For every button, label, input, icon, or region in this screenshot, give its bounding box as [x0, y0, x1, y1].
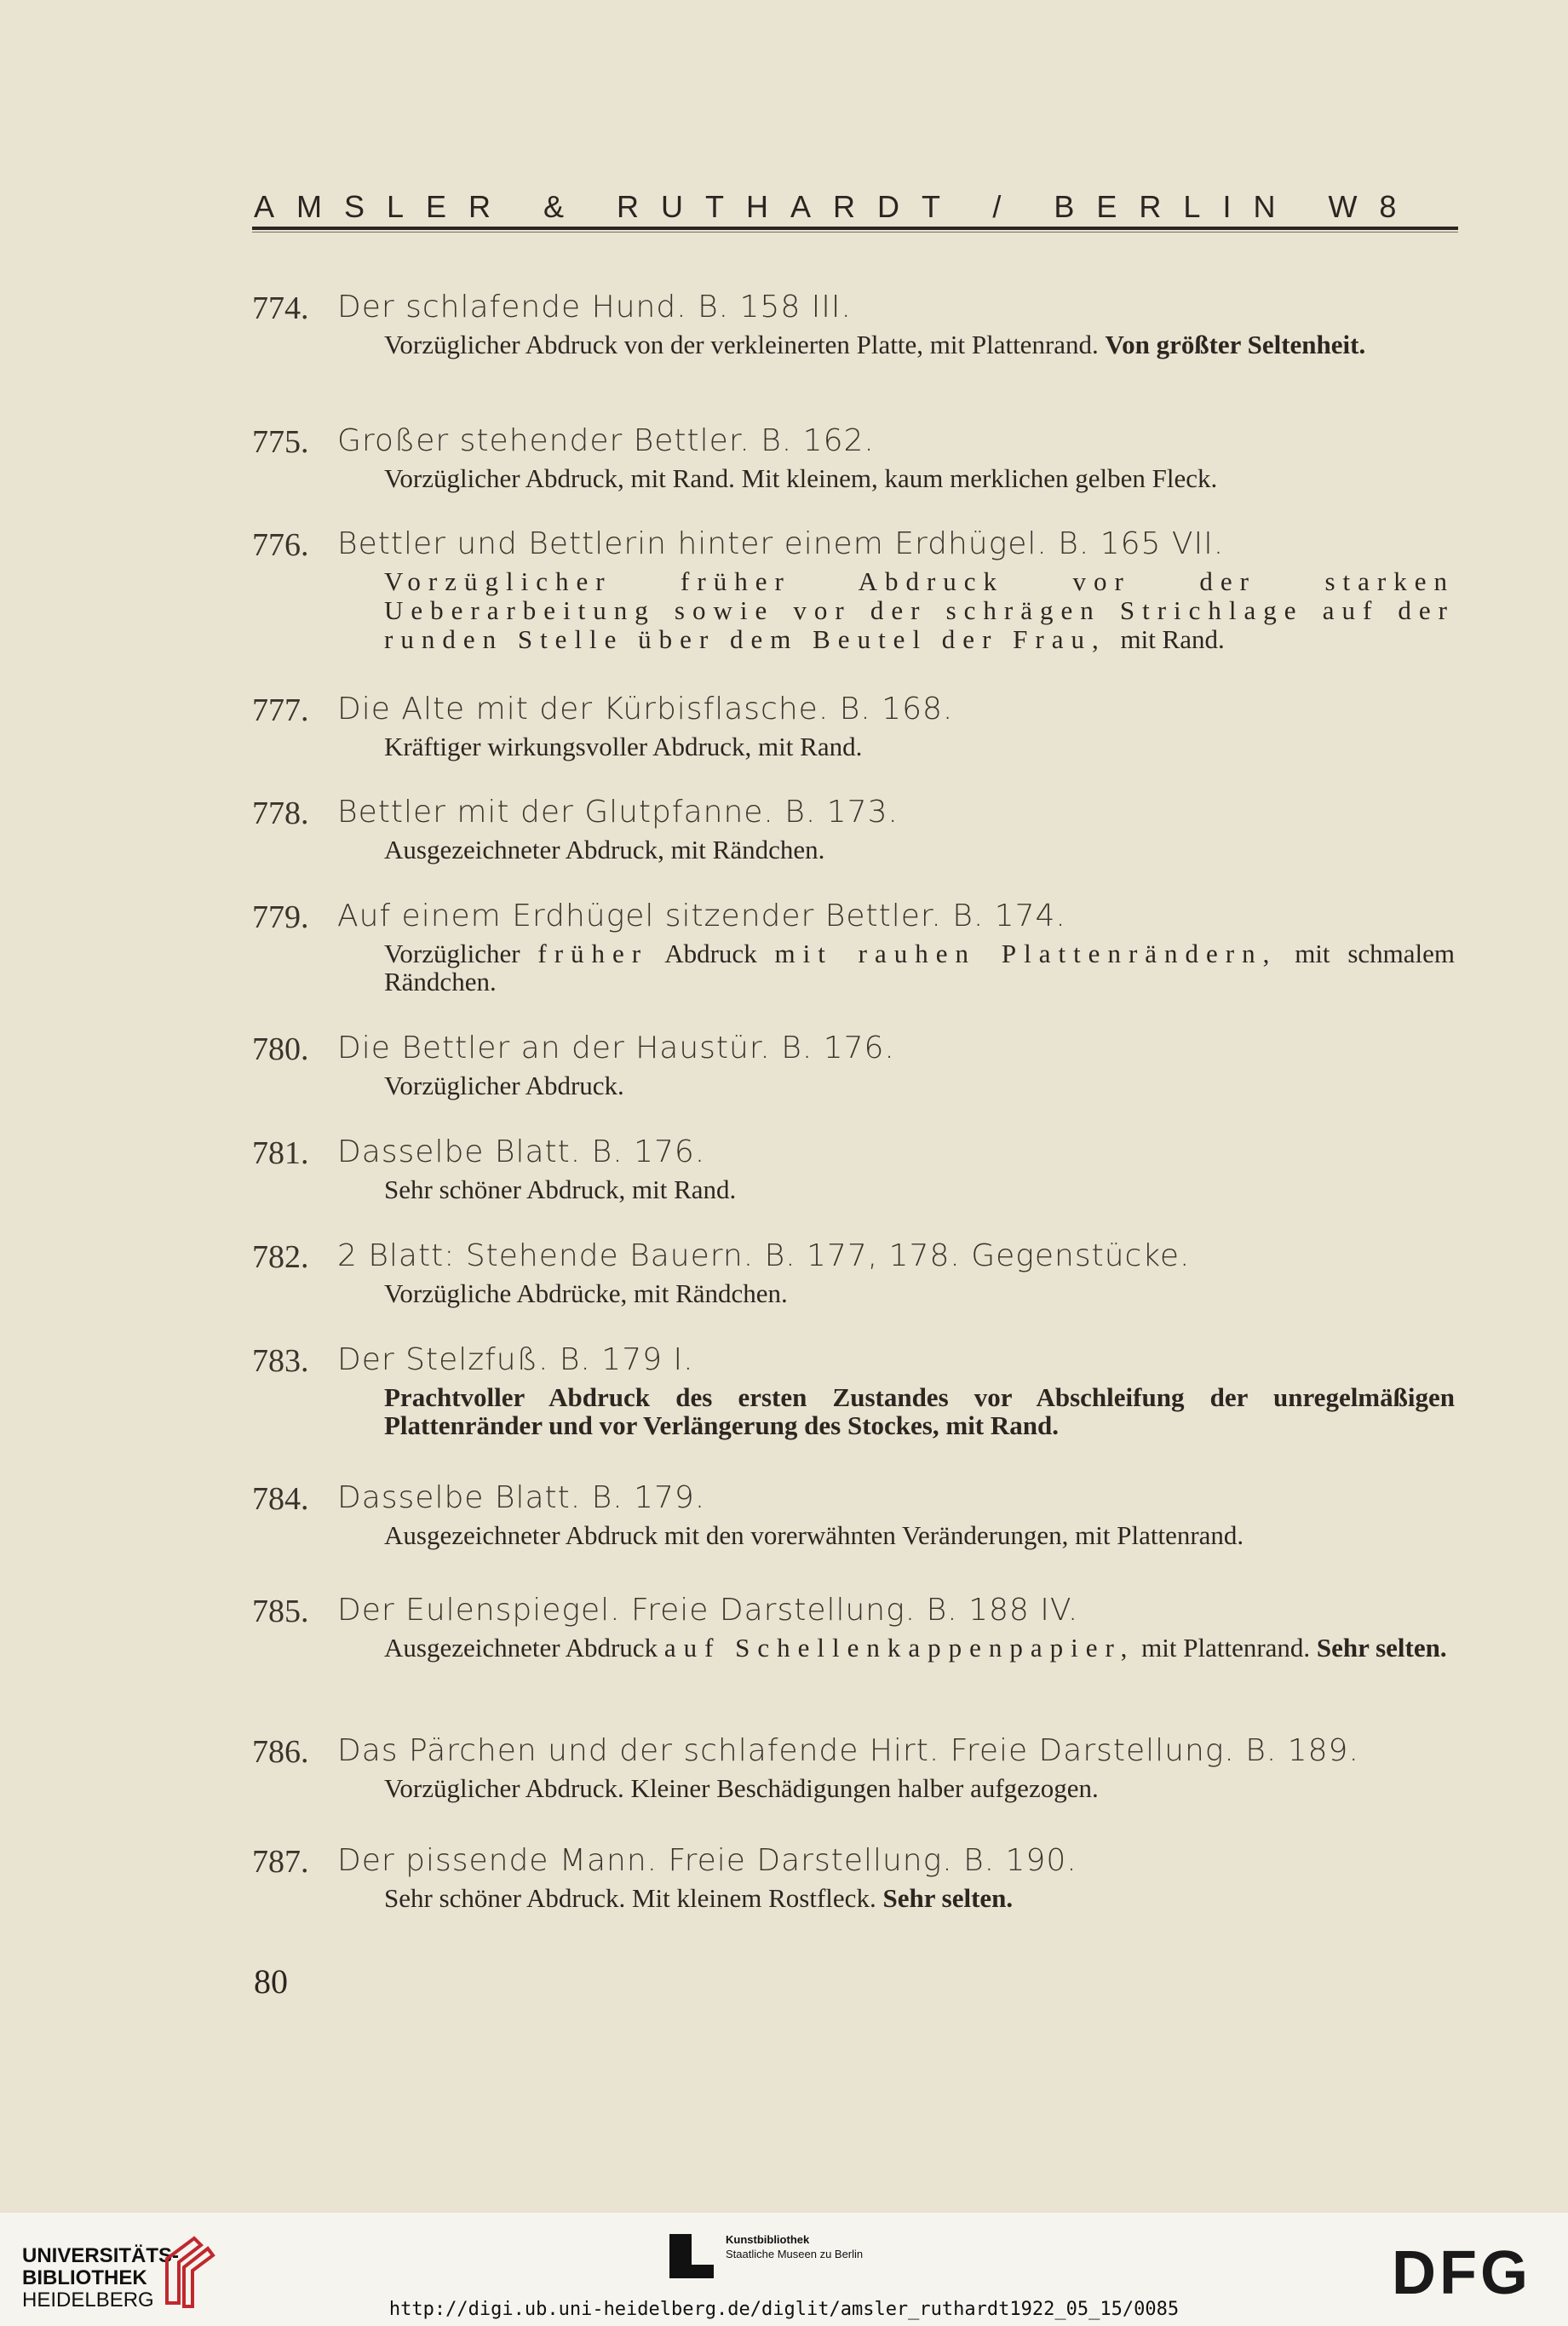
desc-emphasis: Sehr selten. [882, 1883, 1014, 1913]
desc-spaced-text: mit rauhen Plattenrändern, [774, 939, 1278, 968]
entry-number: 779. [252, 899, 309, 935]
catalog-entry [252, 1342, 1462, 1440]
desc-spaced-text: Vorzüglicher früher Abdruck vor der starken Ueberarbeitung sowie vor der schrägen Strichlage auf der runden Stelle über dem Beutel der Frau, [384, 566, 1455, 654]
page-number: 80 [254, 1962, 288, 2001]
entry-number: 774. [252, 290, 309, 326]
catalog-entry [252, 290, 1462, 383]
desc-text: mit schmalem Rändchen. [384, 939, 1456, 996]
desc-emphasis: Sehr selten. [1316, 1633, 1447, 1663]
entry-number: 783. [252, 1343, 309, 1379]
entry-number: 786. [252, 1734, 309, 1770]
desc-spaced-text: auf Schellenkappenpapier, [663, 1633, 1135, 1663]
entry-description [384, 330, 1455, 359]
entry-description: Ausgezeichneter Abdruck, mit Rändchen. [384, 835, 825, 864]
catalog-entry [252, 692, 1462, 760]
entry-number: 782. [252, 1239, 309, 1275]
entry-number: 777. [252, 692, 309, 728]
entry-title: Der schlafende Hund. B. 158 III. [337, 290, 852, 324]
entry-title: Das Pärchen und der schlafende Hirt. Freie Darstellung. B. 189. [337, 1733, 1359, 1768]
entry-title: Bettler und Bettlerin hinter einem Erdhügel. B. 165 VII. [337, 526, 1225, 561]
entry-title: Der Stelzfuß. B. 179 I. [337, 1342, 694, 1377]
header-rule-thin [252, 232, 1458, 233]
entry-description: Vorzüglicher Abdruck, mit Rand. Mit kleinem, kaum merklichen gelben Fleck. [384, 463, 1218, 493]
ub-line2: BIBLIOTHEK [22, 2266, 147, 2289]
kunstbibliothek-logo-icon[interactable] [666, 2231, 717, 2282]
entry-description [384, 939, 1455, 996]
desc-text: Vorzüglicher Abdruck von der verkleinerten Platte, mit Plattenrand. [384, 330, 1099, 359]
catalog-entry [252, 899, 1462, 996]
desc-text: Sehr schöner Abdruck. Mit kleinem Rostfleck. [384, 1883, 876, 1913]
kb-line1: Kunstbibliothek [726, 2233, 810, 2246]
entry-number: 776. [252, 527, 309, 563]
entry-description [384, 1884, 1455, 1912]
entry-description [384, 567, 1455, 654]
entry-description: Vorzüglicher Abdruck. Kleiner Beschädigungen halber aufgezogen. [384, 1773, 1099, 1803]
desc-text: Ausgezeichneter Abdruck [384, 1633, 658, 1663]
entry-description [384, 1634, 1455, 1662]
page-header: AMSLER & RUTHARDT / BERLIN W8 [254, 189, 1419, 224]
entry-number: 785. [252, 1594, 309, 1629]
desc-text: mit Plattenrand. [1141, 1633, 1311, 1663]
catalog-entry [252, 1031, 1462, 1099]
entry-description: Sehr schöner Abdruck, mit Rand. [384, 1174, 737, 1204]
catalog-entry [252, 526, 1462, 654]
entry-title: Die Alte mit der Kürbisflasche. B. 168. [337, 692, 954, 727]
kunstbibliothek-text [726, 2232, 863, 2261]
catalog-entry [252, 1134, 1462, 1203]
desc-text: Vorzüglicher [384, 939, 520, 968]
entry-description: Ausgezeichneter Abdruck mit den vorerwähnten Veränderungen, mit Plattenrand. [384, 1520, 1244, 1550]
desc-spaced-text: früher [537, 939, 649, 968]
entry-title: Großer stehender Bettler. B. 162. [337, 423, 875, 458]
desc-emphasis: Von größter Seltenheit. [1105, 330, 1366, 359]
entry-number: 778. [252, 795, 309, 831]
entry-number: 780. [252, 1031, 309, 1067]
catalog-entry [252, 1238, 1462, 1307]
entry-description: Vorzügliche Abdrücke, mit Rändchen. [384, 1278, 788, 1308]
desc-emphasis: Prachtvoller Abdruck des ersten Zustandes vor Abschleifung der unregelmäßigen Plattenränder und vor Verlängerung des Stockes, mit Rand. [384, 1382, 1455, 1440]
permalink-url[interactable]: http://digi.ub.uni-heidelberg.de/diglit/amsler_ruthardt1922_05_15/0085 [388, 2299, 1180, 2320]
entry-title: Dasselbe Blatt. B. 176. [337, 1134, 706, 1169]
entry-title: Bettler mit der Glutpfanne. B. 173. [337, 795, 899, 830]
catalog-entry [252, 1843, 1462, 1911]
desc-text: mit Rand. [1120, 624, 1225, 654]
entry-title: Auf einem Erdhügel sitzender Bettler. B. 174. [337, 899, 1066, 933]
ub-line3: HEIDELBERG [22, 2289, 154, 2312]
dfg-logo[interactable]: DFG [1392, 2239, 1531, 2307]
entry-title: Der pissende Mann. Freie Darstellung. B. 190. [337, 1843, 1077, 1878]
header-rule [252, 227, 1458, 230]
entry-number: 775. [252, 424, 309, 460]
catalog-entry [252, 795, 1462, 863]
entry-description: Kräftiger wirkungsvoller Abdruck, mit Rand. [384, 732, 863, 761]
entry-description [384, 1383, 1455, 1439]
ub-line1: UNIVERSITÄTS- [22, 2244, 180, 2267]
entry-title: Dasselbe Blatt. B. 179. [337, 1480, 706, 1515]
entry-number: 784. [252, 1481, 309, 1517]
catalog-entry [252, 423, 1462, 491]
entry-title: Der Eulenspiegel. Freie Darstellung. B. 188 IV. [337, 1593, 1079, 1628]
entry-number: 787. [252, 1844, 309, 1880]
entry-description: Vorzüglicher Abdruck. [384, 1071, 624, 1100]
catalog-entry [252, 1480, 1462, 1548]
entry-title: Die Bettler an der Haustür. B. 176. [337, 1031, 895, 1065]
catalog-entry [252, 1733, 1462, 1801]
catalog-entry [252, 1593, 1462, 1691]
desc-text: Abdruck [664, 939, 757, 968]
kb-line2: Staatliche Museen zu Berlin [726, 2248, 864, 2260]
entry-number: 781. [252, 1135, 309, 1171]
entry-title: 2 Blatt: Stehende Bauern. B. 177, 178. Gegenstücke. [337, 1238, 1191, 1273]
